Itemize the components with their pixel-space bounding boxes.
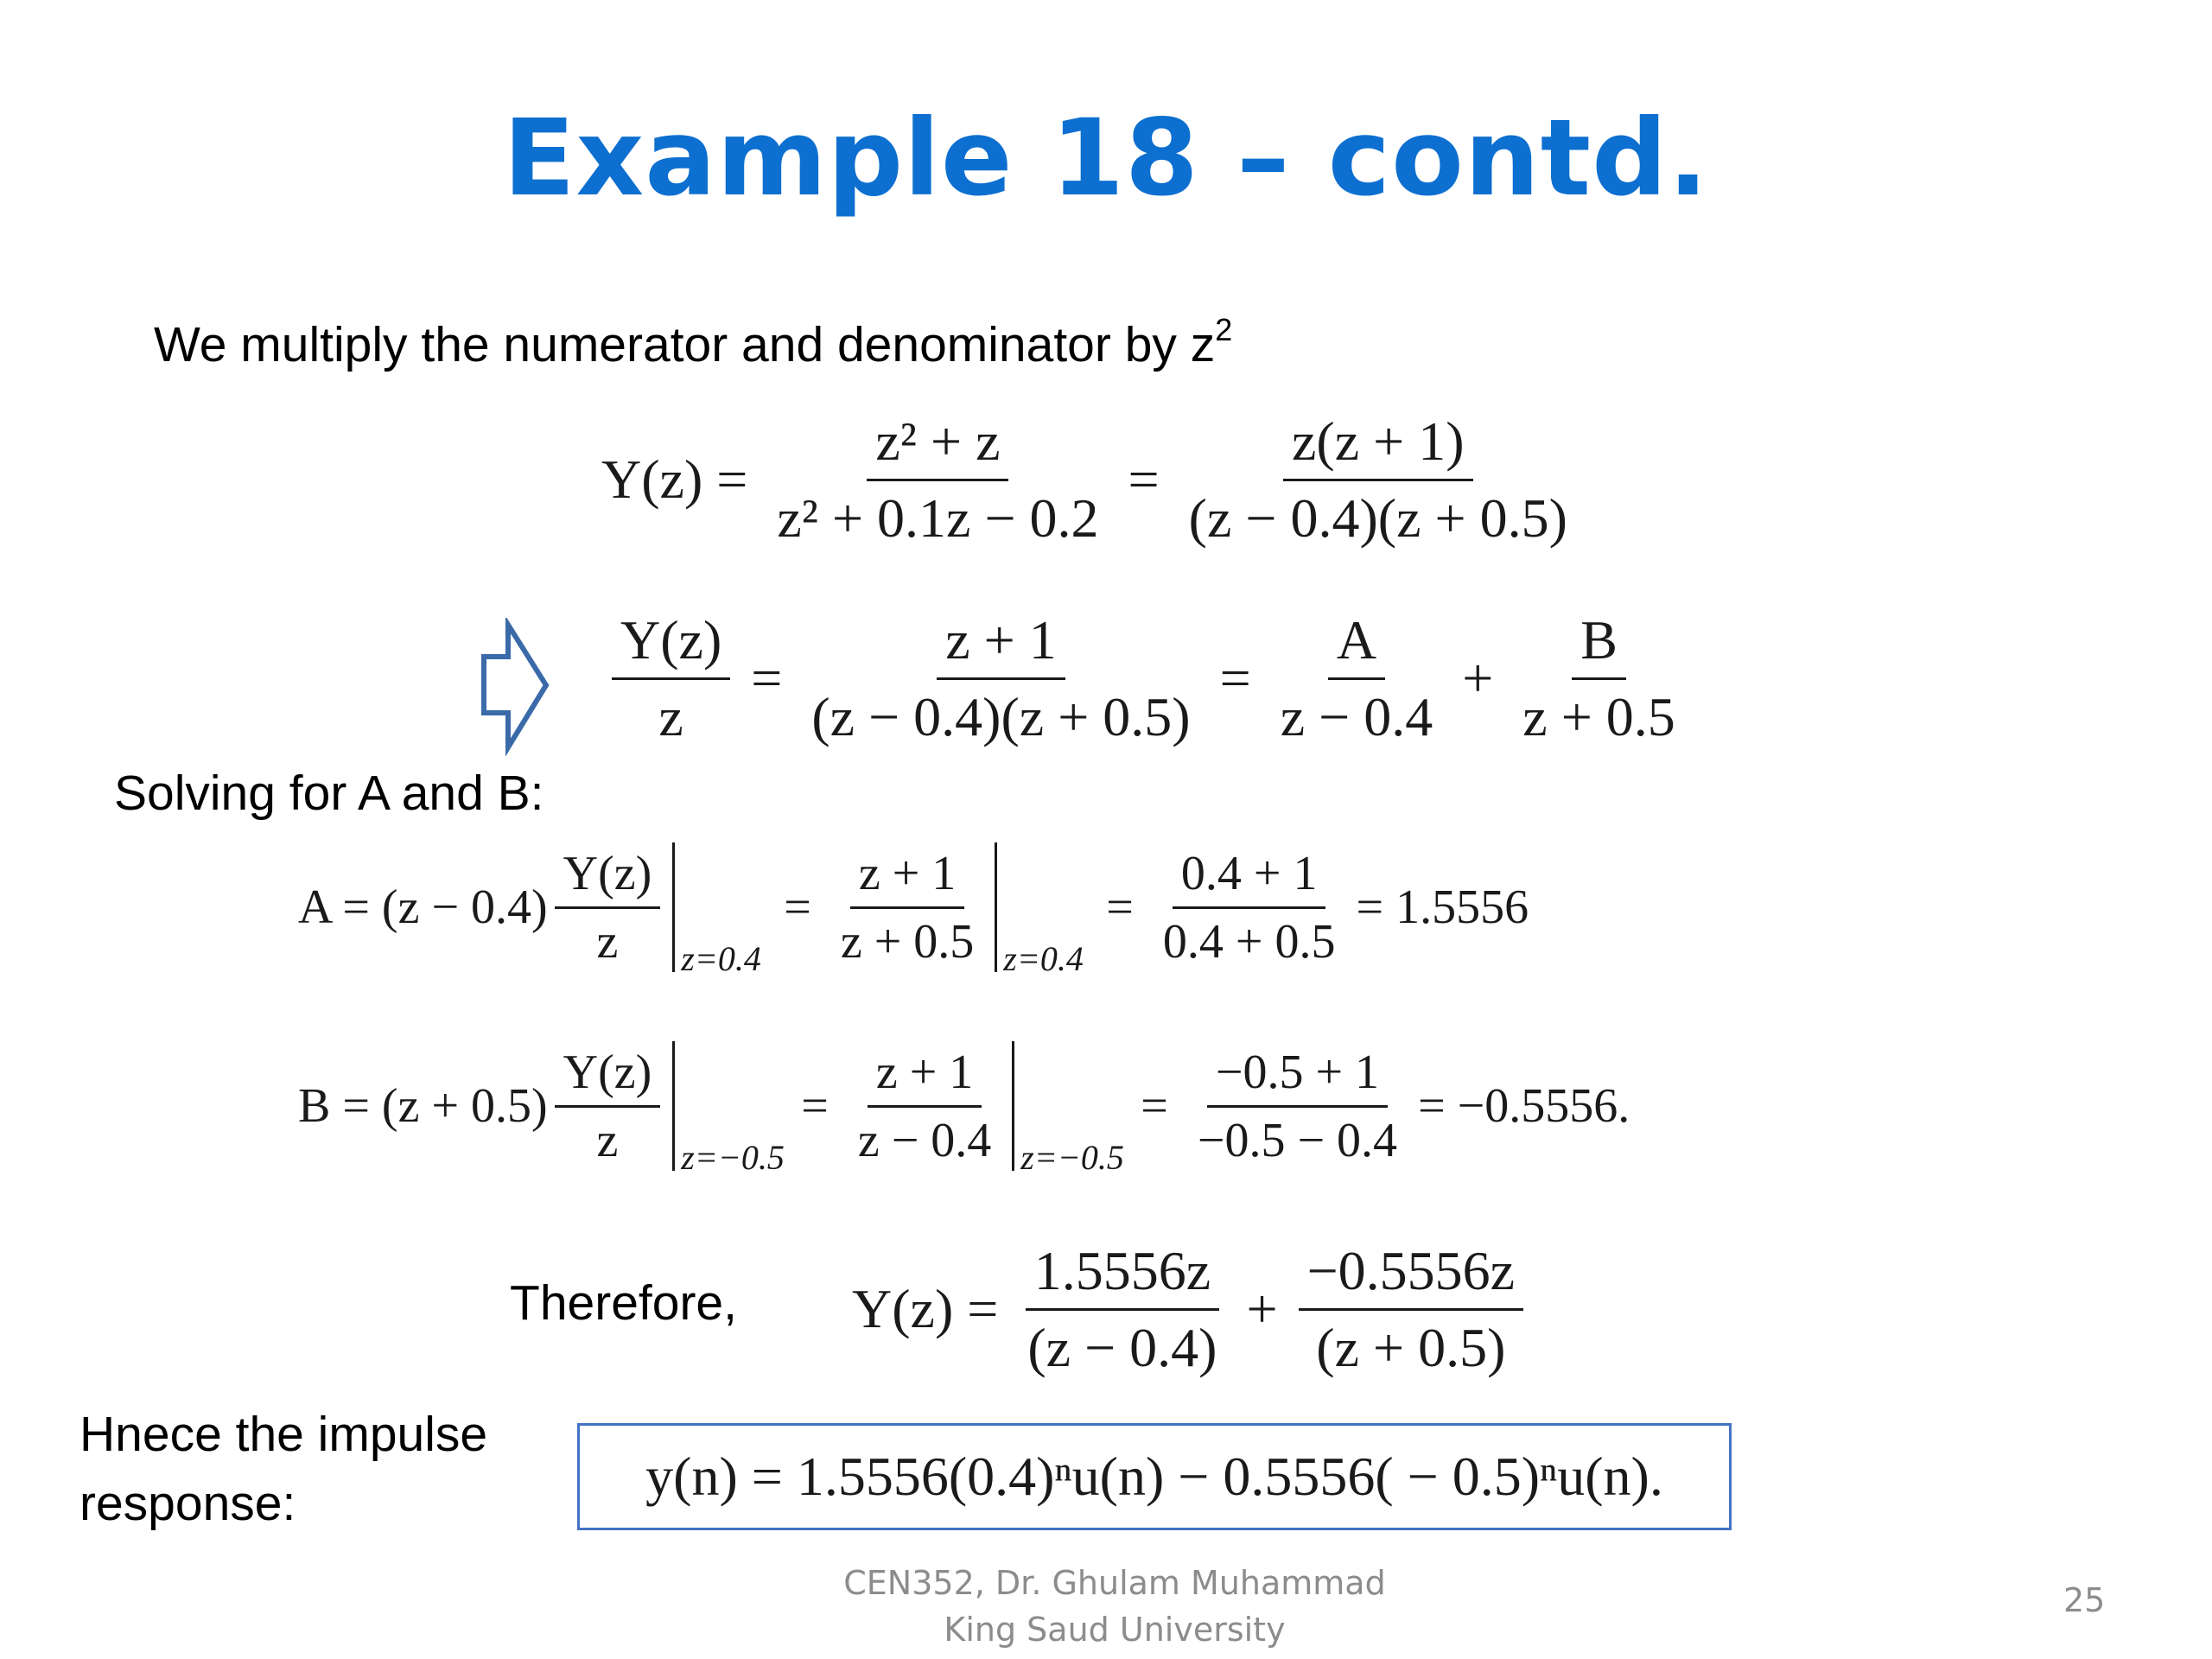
eq2-equals-2: = [1219, 647, 1251, 709]
page-number: 25 [2063, 1581, 2106, 1619]
eqA-f0-numerator: Y(z) [555, 846, 661, 909]
eqY-fraction-2 [1299, 1239, 1524, 1380]
eq2-fraction-2 [1272, 608, 1442, 749]
impulse-response-box [577, 1423, 1732, 1530]
eq2-f2-denominator: z − 0.4 [1280, 685, 1433, 747]
equation-y-of-z [588, 406, 1583, 553]
footer [804, 1560, 1426, 1653]
eqB-fraction-1 [849, 1045, 1000, 1168]
eq2-fraction-1 [803, 608, 1198, 749]
eq1-equals: = [1128, 448, 1160, 510]
equation-y-partial-fractions [838, 1236, 1530, 1382]
eqA-f1-denominator: z + 0.5 [840, 914, 975, 969]
eqB-equals-2: = [1141, 1079, 1168, 1133]
eqY-f2-numerator: −0.5556z [1299, 1239, 1524, 1311]
eqB-fraction-2 [1189, 1045, 1406, 1168]
eq2-f2-numerator: A [1328, 608, 1385, 680]
slide-title: Example 18 – contd. [503, 97, 1709, 219]
eq1-f1-denominator: z² + 0.1z − 0.2 [777, 486, 1099, 549]
eq2-f3-numerator: B [1572, 608, 1626, 680]
eqB-f0-denominator: z [596, 1113, 619, 1167]
eqB-eval-bar-1 [672, 1041, 785, 1177]
intro-superscript: 2 [1215, 312, 1233, 347]
eqB-f0-numerator: Y(z) [555, 1045, 661, 1108]
eqA-f1-numerator: z + 1 [850, 846, 964, 909]
eqB-eval-1: z=−0.5 [681, 1138, 785, 1177]
eq1-f2-numerator: z(z + 1) [1283, 410, 1473, 481]
eqA-equals-1: = [784, 880, 811, 934]
eq1-fraction-2 [1180, 410, 1576, 550]
eqB-f1-denominator: z − 0.4 [857, 1113, 992, 1167]
hence-line-2: response: [79, 1476, 296, 1531]
eq2-f3-denominator: z + 0.5 [1522, 685, 1675, 747]
eqA-eval-1: z=0.4 [681, 939, 761, 978]
eqY-lhs: Y(z) = [852, 1278, 999, 1339]
footer-course: CEN352, Dr. Ghulam Muhammad [843, 1564, 1386, 1602]
solving-text: Solving for A and B: [114, 766, 544, 821]
eqA-fraction-1 [832, 846, 982, 969]
eq2-f0-denominator: z [658, 685, 683, 747]
equation-a [298, 842, 1529, 978]
eqY-fraction-1 [1019, 1239, 1225, 1380]
eq1-f1-numerator: z² + z [867, 410, 1008, 481]
eqY-f1-denominator: (z − 0.4) [1027, 1316, 1217, 1378]
eqY-f1-numerator: 1.5556z [1026, 1239, 1219, 1311]
eqB-f2-denominator: −0.5 − 0.4 [1197, 1113, 1398, 1167]
eqB-f2-numerator: −0.5 + 1 [1207, 1045, 1388, 1108]
impulse-response-equation: y(n) = 1.5556(0.4)ⁿu(n) − 0.5556( − 0.5)ⁿu(n). [645, 1446, 1663, 1507]
intro-text-main: We multiply the numerator and denominator by z [154, 317, 1216, 372]
eqB-equals-1: = [801, 1079, 829, 1133]
right-arrow-outline-icon [475, 618, 553, 756]
eqB-eval-2: z=−0.5 [1020, 1138, 1124, 1177]
equation-y-over-z [605, 605, 1691, 752]
eqY-f2-denominator: (z + 0.5) [1316, 1316, 1506, 1378]
eqA-f0-denominator: z [596, 914, 619, 969]
eqA-fraction-0 [555, 846, 661, 969]
eqA-eval-2: z=0.4 [1003, 939, 1084, 978]
eq2-fraction-0 [612, 608, 730, 749]
eq1-fraction-1 [768, 410, 1107, 550]
eqB-result: = −0.5556. [1418, 1079, 1630, 1133]
eqB-f1-numerator: z + 1 [868, 1045, 982, 1108]
equation-b [298, 1041, 1630, 1177]
eqA-lhs: A = (z − 0.4) [298, 880, 548, 934]
eqA-f2-denominator: 0.4 + 0.5 [1162, 914, 1336, 969]
intro-text [154, 312, 1233, 373]
hence-text [79, 1400, 487, 1538]
eqA-fraction-2 [1154, 846, 1344, 969]
eq2-equals-1: = [751, 647, 783, 709]
hence-line-1: Hnece the impulse [79, 1407, 488, 1462]
eq1-f2-denominator: (z − 0.4)(z + 0.5) [1188, 486, 1567, 549]
eqA-eval-bar-2 [995, 842, 1084, 978]
eqA-equals-2: = [1106, 880, 1134, 934]
footer-university: King Saud University [944, 1611, 1286, 1649]
therefore-text: Therefore, [510, 1275, 737, 1331]
eqB-lhs: B = (z + 0.5) [298, 1079, 548, 1133]
eqA-f2-numerator: 0.4 + 1 [1173, 846, 1326, 909]
eqB-eval-bar-2 [1012, 1041, 1124, 1177]
eq2-f0-numerator: Y(z) [612, 608, 730, 680]
eqB-fraction-0 [555, 1045, 661, 1168]
eqA-result: = 1.5556 [1356, 880, 1529, 934]
eqY-plus: + [1246, 1278, 1278, 1339]
eq2-f1-numerator: z + 1 [937, 608, 1065, 680]
eq2-fraction-3 [1514, 608, 1684, 749]
eq1-lhs: Y(z) = [601, 448, 748, 510]
eqA-eval-bar-1 [672, 842, 761, 978]
eq2-f1-denominator: (z − 0.4)(z + 0.5) [811, 685, 1191, 747]
eq2-plus: + [1462, 647, 1494, 709]
